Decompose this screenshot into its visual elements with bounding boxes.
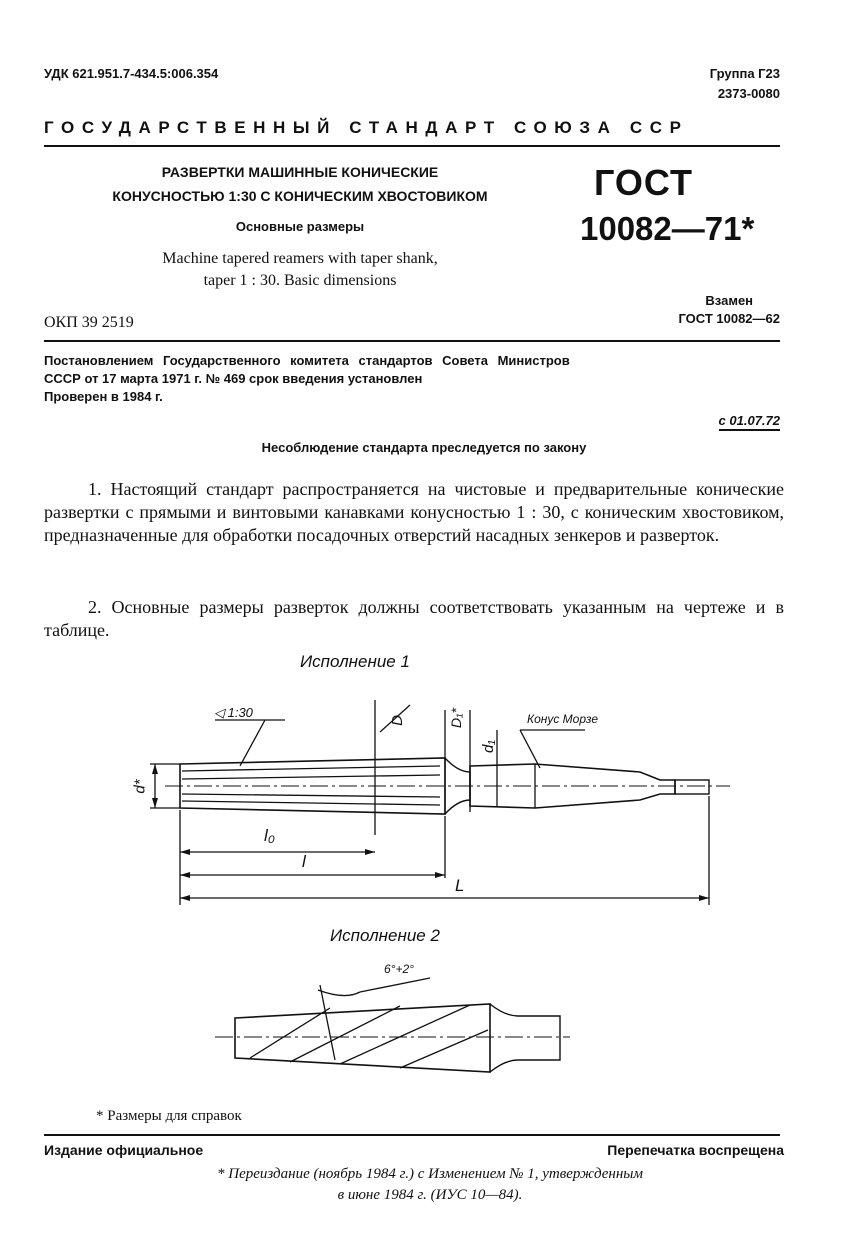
okp-code: ОКП 39 2519 bbox=[44, 314, 134, 331]
dim-D-label: D bbox=[388, 715, 406, 726]
footnote: * Размеры для справок bbox=[96, 1108, 242, 1124]
variant-1-caption: Исполнение 1 bbox=[300, 652, 410, 671]
document-subtitle: Основные размеры bbox=[235, 219, 365, 234]
dim-D1-label: D₁* bbox=[447, 708, 464, 728]
reissue-line-2: в июне 1984 г. (ИУС 10—84). bbox=[337, 1187, 523, 1203]
dim-d-label: d* bbox=[131, 779, 149, 794]
decree-line-2: СССР от 17 марта 1971 г. № 469 срок введения установлен bbox=[44, 371, 423, 386]
group-label: Группа Г23 bbox=[709, 66, 780, 81]
morse-taper-label: Конус Морзе bbox=[527, 712, 599, 726]
paragraph-2: 2. Основные размеры разверток должны соответствовать указанным на чертеже и в таблице. bbox=[44, 597, 784, 640]
standard-union-banner: ГОСУДАРСТВЕННЫЙ СТАНДАРТ СОЮЗА ССР bbox=[44, 118, 689, 137]
replaces-value: ГОСТ 10082—62 bbox=[678, 311, 780, 326]
effective-date: с 01.07.72 bbox=[719, 413, 780, 431]
decree-line-1: Постановлением Государственного комитета стандартов Совета Министров bbox=[44, 353, 570, 368]
official-edition: Издание официальное bbox=[44, 1142, 204, 1158]
dim-L-label: L bbox=[455, 876, 465, 895]
footer-divider bbox=[44, 1134, 780, 1136]
reprint-prohibited: Перепечатка воспрещена bbox=[607, 1142, 784, 1158]
english-title-line-2: taper 1 : 30. Basic dimensions bbox=[203, 272, 397, 289]
helix-angle-label: 6°+2° bbox=[384, 962, 414, 976]
english-title-line-1: Machine tapered reamers with taper shank, bbox=[162, 250, 438, 267]
paragraph-1: 1. Настоящий стандарт распространяется на чистовые и предварительные конические развертки с прямыми и винтовыми канавками конусностью 1 : 30, с коническим хвостовиком, предназначенные для обработки посадочных отверстий насадных зенкеров и разверток. bbox=[44, 479, 784, 545]
decree-line-3: Проверен в 1984 г. bbox=[44, 389, 163, 404]
penalty-notice: Несоблюдение стандарта преследуется по закону bbox=[261, 440, 587, 455]
gost-number: 10082—71* bbox=[580, 210, 755, 247]
title-line-2: КОНУСНОСТЬЮ 1:30 С КОНИЧЕСКИМ ХВОСТОВИКОМ bbox=[112, 188, 488, 204]
variant-2-caption: Исполнение 2 bbox=[330, 926, 440, 945]
replaces-label: Взамен bbox=[705, 293, 754, 308]
taper-ratio-label: ◁ 1:30 bbox=[214, 705, 253, 720]
dim-l0-label: l₀ bbox=[264, 826, 275, 845]
title-line-1: РАЗВЕРТКИ МАШИННЫЕ КОНИЧЕСКИЕ bbox=[161, 164, 439, 180]
classifier-code: 2373-0080 bbox=[717, 86, 780, 101]
dim-l-label: l bbox=[302, 852, 306, 871]
gost-label: ГОСТ bbox=[594, 162, 694, 203]
reissue-line-1: * Переиздание (ноябрь 1984 г.) с Изменением № 1, утвержденным bbox=[217, 1166, 643, 1182]
dim-d1-label: d₁ bbox=[480, 739, 498, 754]
udk-code: УДК 621.951.7-434.5:006.354 bbox=[44, 66, 219, 81]
reissue-note bbox=[120, 1164, 740, 1206]
